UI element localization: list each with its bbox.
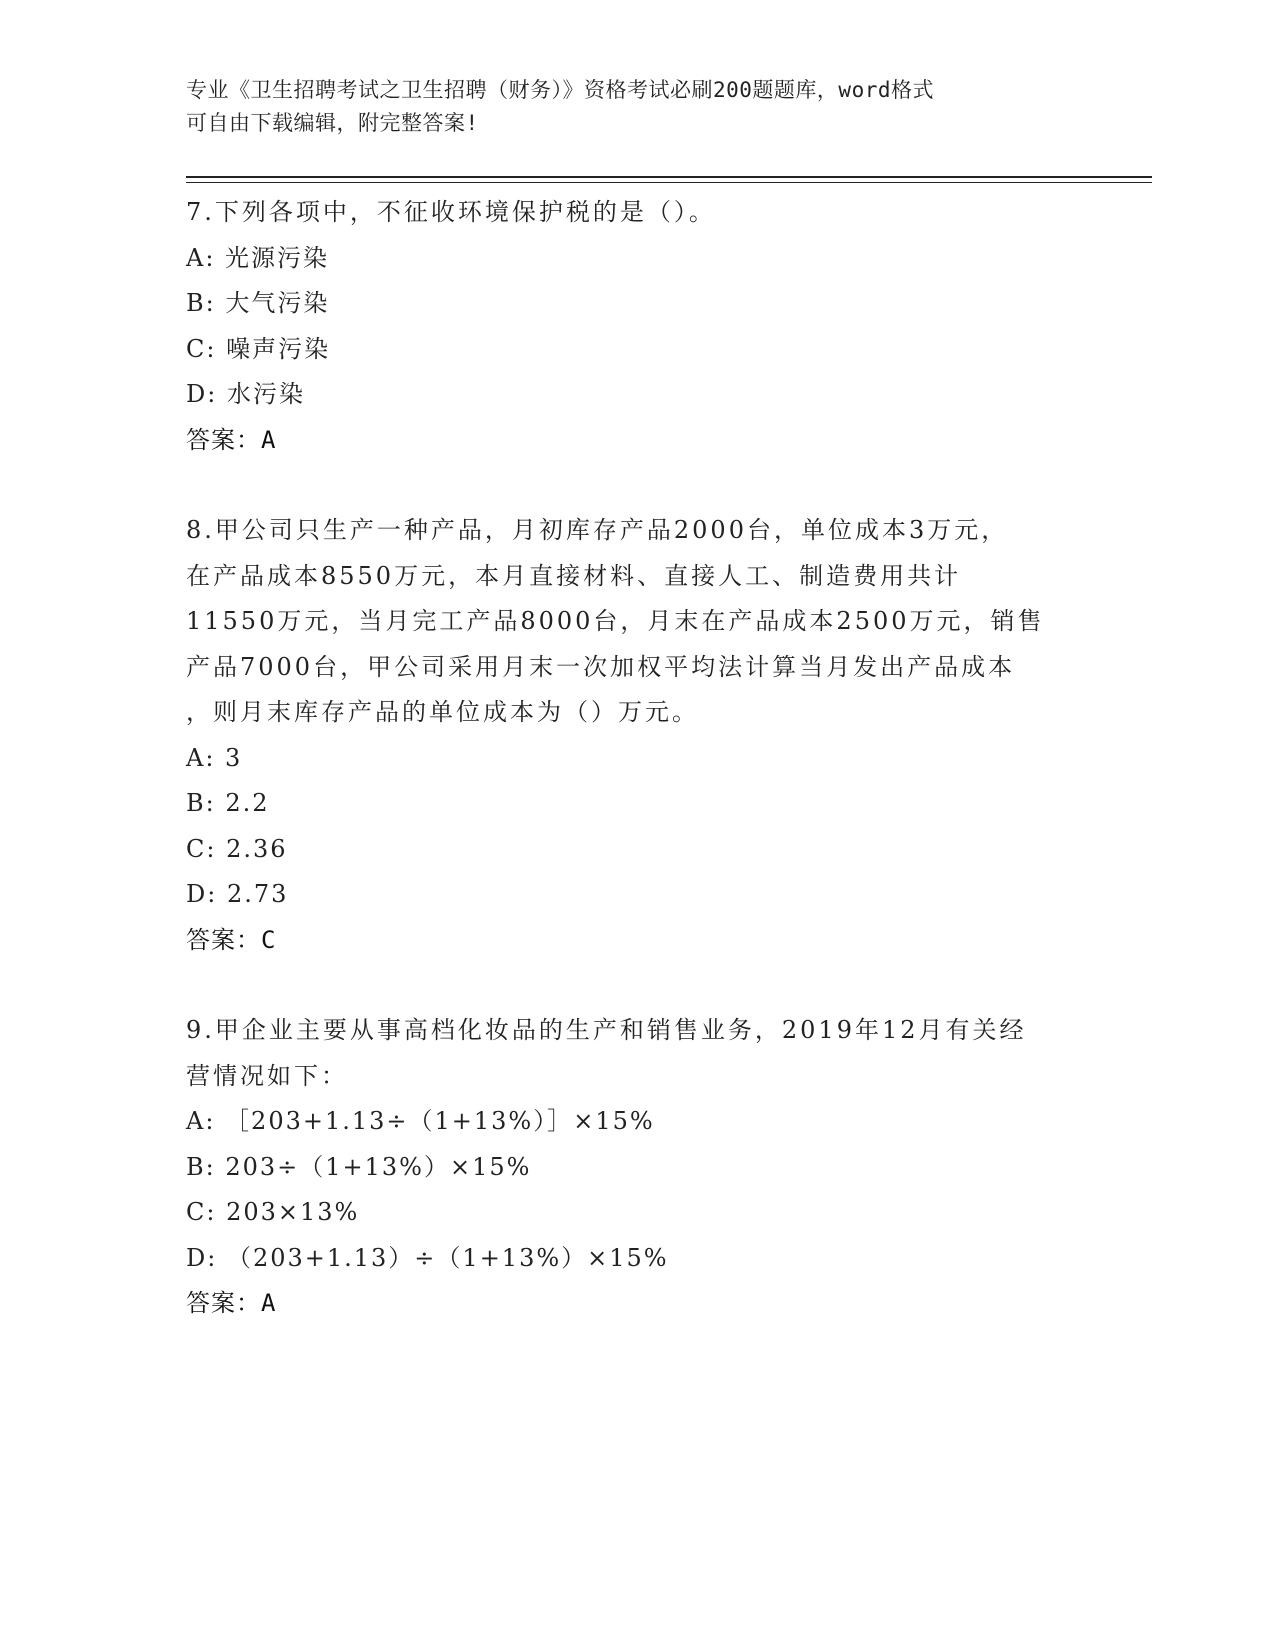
option-b: B: 2.2 — [186, 789, 270, 817]
question-stem-line: 8.甲公司只生产一种产品，月初库存产品2000台，单位成本3万元， — [186, 516, 1009, 544]
answer-line: 答案：A — [186, 1289, 277, 1317]
option-b: B: 203÷（1+13%）×15% — [186, 1152, 532, 1181]
header-divider-thin — [186, 182, 1152, 183]
option-c: C: 203×13% — [186, 1198, 360, 1226]
option-a: A: 3 — [186, 743, 243, 772]
option-d: D: 水污染 — [186, 380, 305, 408]
answer-line: 答案：A — [186, 425, 277, 454]
option-c: C: 噪声污染 — [186, 334, 331, 363]
question-stem-line: 7.下列各项中，不征收环境保护税的是（）。 — [186, 198, 716, 226]
header-line-2: 可自由下载编辑，附完整答案! — [186, 111, 479, 135]
question-8 — [186, 508, 1086, 963]
option-c: C: 2.36 — [186, 834, 288, 863]
option-a: A: 光源污染 — [186, 243, 330, 272]
question-spacer — [186, 463, 1086, 508]
option-a: A: ［203+1.13÷（1+13%）］×15% — [186, 1107, 655, 1135]
question-stem-line: 产品7000台，甲公司采用月末一次加权平均法计算当月发出产品成本 — [186, 652, 1016, 681]
question-stem-line: 9.甲企业主要从事高档化妆品的生产和销售业务，2019年12月有关经 — [186, 1016, 1027, 1044]
option-b: B: 大气污染 — [186, 289, 330, 317]
question-list — [186, 190, 1086, 1327]
question-stem-line: ，则月末库存产品的单位成本为（）万元。 — [186, 698, 699, 726]
option-d: D: （203+1.13）÷（1+13%）×15% — [186, 1243, 669, 1272]
question-7 — [186, 190, 1086, 463]
question-9 — [186, 1008, 1086, 1327]
question-stem-line: 在产品成本8550万元，本月直接材料、直接人工、制造费用共计 — [186, 561, 962, 590]
header-line-1: 专业《卫生招聘考试之卫生招聘（财务）》资格考试必刷200题题库，word格式 — [186, 78, 934, 102]
header-divider-thick — [186, 176, 1152, 178]
document-header — [186, 74, 1086, 140]
answer-line: 答案：C — [186, 925, 277, 954]
question-stem-line: 11550万元，当月完工产品8000台，月末在产品成本2500万元，销售 — [186, 607, 1045, 635]
question-stem-line: 营情况如下： — [186, 1061, 348, 1090]
question-spacer — [186, 963, 1086, 1008]
option-d: D: 2.73 — [186, 880, 289, 908]
